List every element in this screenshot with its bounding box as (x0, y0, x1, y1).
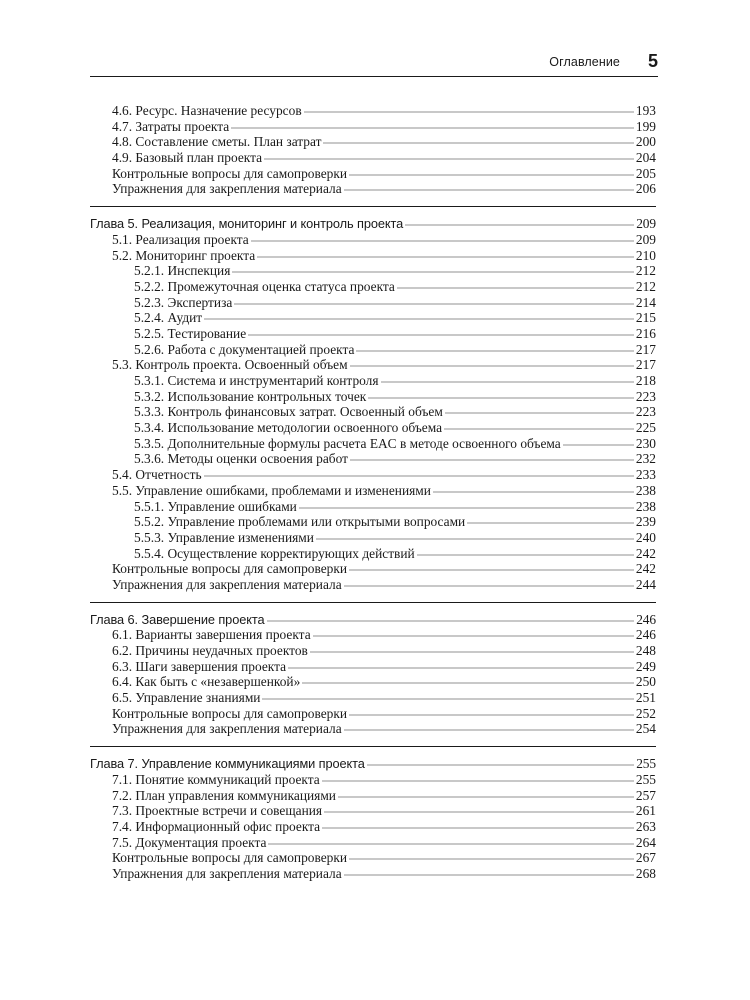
toc-entry-title: 6.5. Управление знаниями (112, 690, 261, 706)
toc-entry-title: 5.3. Контроль проекта. Освоенный объем (112, 357, 348, 373)
toc-entry[interactable] (90, 134, 656, 150)
chapter-separator (90, 746, 656, 747)
dot-leader (563, 444, 634, 448)
toc-entry-title: 7.4. Информационный офис проекта (112, 818, 321, 834)
dot-leader (288, 667, 634, 671)
toc-entry[interactable] (90, 467, 656, 483)
toc-entry-title: 5.2.1. Инспекция (134, 263, 231, 279)
chapter-separator (90, 206, 656, 207)
toc-entry[interactable] (90, 420, 656, 436)
toc-entry-title: 7.5. Документация проекта (112, 834, 267, 850)
toc-entry-page: 205 (635, 165, 656, 181)
toc-entry-page: 255 (636, 756, 656, 772)
dot-leader (367, 764, 634, 768)
toc-entry[interactable] (90, 530, 656, 546)
toc-entry-page: 242 (635, 561, 656, 577)
toc-entry-title: Глава 5. Реализация, мониторинг и контроль проекта (90, 216, 404, 232)
toc-entry-page: 204 (635, 150, 656, 166)
toc-entry[interactable] (90, 150, 656, 166)
toc-entry[interactable] (90, 721, 656, 737)
toc-entry-title: Упражнения для закрепления материала (112, 721, 342, 737)
dot-leader (204, 475, 634, 479)
toc-entry-title: 4.7. Затраты проекта (112, 118, 230, 134)
toc-entry-page: 225 (635, 420, 656, 436)
dot-leader (264, 158, 634, 162)
toc-entry-page: 263 (635, 818, 656, 834)
dot-leader (350, 459, 634, 463)
toc-entry[interactable] (90, 389, 656, 405)
dot-leader (204, 318, 634, 322)
toc-entry-page: 217 (635, 341, 656, 357)
toc-entry-title: 5.3.3. Контроль финансовых затрат. Освоенный объем (134, 404, 443, 420)
toc-entry-page: 209 (635, 231, 656, 247)
toc-entry-title: 5.5.3. Управление изменениями (134, 529, 314, 545)
toc-chapter-entry[interactable] (90, 756, 656, 772)
toc-entry-page: 246 (636, 611, 656, 627)
dot-leader (344, 729, 634, 733)
dot-leader (356, 350, 633, 354)
dot-leader (397, 287, 634, 291)
toc-entry[interactable] (90, 248, 656, 264)
toc-entry[interactable] (90, 674, 656, 690)
toc-entry-page: 257 (635, 787, 656, 803)
toc-entry[interactable] (90, 295, 656, 311)
toc-entry-page: 264 (635, 834, 656, 850)
dot-leader (405, 224, 634, 228)
dot-leader (302, 682, 634, 686)
dot-leader (324, 811, 634, 815)
dot-leader (267, 620, 635, 624)
toc-entry-page: 218 (635, 373, 656, 388)
toc-entry[interactable] (90, 404, 656, 420)
toc-entry-page: 261 (635, 803, 656, 819)
toc-entry-title: 5.2.5. Тестирование (134, 325, 247, 341)
toc-entry[interactable] (90, 850, 656, 866)
toc-entry-title: 6.3. Шаги завершения проекта (112, 658, 287, 674)
toc-entry[interactable] (90, 627, 656, 643)
toc-entry-page: 248 (635, 643, 656, 658)
toc-entry-page: 244 (635, 576, 656, 592)
toc-entry-title: 5.4. Отчетность (112, 467, 202, 483)
table-of-contents (90, 103, 656, 882)
dot-leader (322, 827, 634, 831)
toc-entry[interactable] (90, 103, 656, 119)
toc-entry-title: Упражнения для закрепления материала (112, 181, 342, 197)
toc-entry-title: 5.2. Мониторинг проекта (112, 247, 256, 263)
toc-entry-page: 240 (635, 529, 656, 545)
toc-entry-page: 209 (636, 216, 656, 232)
toc-entry-page: 217 (635, 357, 656, 373)
toc-entry-title: Контрольные вопросы для самопроверки (112, 165, 348, 181)
toc-entry-page: 233 (635, 467, 656, 483)
dot-leader (344, 585, 634, 589)
dot-leader (310, 651, 634, 655)
toc-entry-title: 5.1. Реализация проекта (112, 231, 249, 247)
toc-entry-page: 252 (635, 705, 656, 721)
toc-entry[interactable] (90, 788, 656, 804)
toc-entry[interactable] (90, 835, 656, 851)
toc-entry-title: 5.3.6. Методы оценки освоения работ (134, 451, 348, 467)
toc-entry[interactable] (90, 561, 656, 577)
toc-entry[interactable] (90, 119, 656, 135)
toc-entry-title: 6.2. Причины неудачных проектов (112, 643, 308, 658)
toc-entry-page: 251 (635, 690, 656, 706)
toc-entry-title: 5.3.4. Использование методологии освоенного объема (134, 420, 443, 436)
toc-entry-page: 238 (635, 482, 656, 498)
toc-entry[interactable] (90, 483, 656, 499)
toc-entry[interactable] (90, 643, 656, 659)
toc-entry[interactable] (90, 803, 656, 819)
toc-entry-title: Упражнения для закрепления материала (112, 865, 342, 881)
toc-entry-page: 223 (635, 388, 656, 404)
dot-leader (322, 780, 634, 784)
toc-entry-title: 7.1. Понятие коммуникаций проекта (112, 771, 320, 787)
dot-leader (349, 714, 634, 718)
toc-entry-title: Упражнения для закрепления материала (112, 576, 342, 592)
toc-entry-title: Глава 7. Управление коммуникациями проекта (90, 756, 365, 772)
toc-entry-page: 199 (635, 118, 656, 134)
toc-entry[interactable] (90, 357, 656, 373)
toc-entry[interactable] (90, 279, 656, 295)
toc-entry-title: 5.2.3. Экспертиза (134, 294, 233, 310)
dot-leader (304, 111, 634, 115)
dot-leader (417, 554, 634, 558)
dot-leader (234, 303, 634, 307)
toc-entry-page: 215 (635, 310, 656, 326)
dot-leader (313, 635, 634, 639)
toc-entry[interactable] (90, 263, 656, 279)
toc-entry-title: 5.3.5. Дополнительные формулы расчета EAC в методе освоенного объема (134, 435, 561, 451)
toc-entry-title: 7.3. Проектные встречи и совещания (112, 803, 323, 819)
toc-entry-title: 5.5.1. Управление ошибками (134, 498, 297, 514)
toc-entry[interactable] (90, 451, 656, 467)
dot-leader (338, 796, 634, 800)
toc-entry-title: 5.5.4. Осуществление корректирующих действий (134, 545, 415, 561)
toc-entry-title: 4.6. Ресурс. Назначение ресурсов (112, 103, 302, 118)
running-header (90, 50, 658, 77)
toc-entry-page: 223 (635, 404, 656, 420)
toc-entry[interactable] (90, 819, 656, 835)
dot-leader (232, 271, 634, 275)
toc-entry-title: 4.9. Базовый план проекта (112, 150, 263, 166)
toc-entry[interactable] (90, 232, 656, 248)
toc-chapter-entry[interactable] (90, 612, 656, 628)
toc-entry-title: Контрольные вопросы для самопроверки (112, 850, 348, 866)
toc-entry-page: 230 (635, 435, 656, 451)
toc-entry[interactable] (90, 310, 656, 326)
dot-leader (444, 428, 634, 432)
toc-entry-title: 5.2.4. Аудит (134, 310, 203, 326)
toc-entry-title: Контрольные вопросы для самопроверки (112, 705, 348, 721)
toc-entry-title: 5.3.2. Использование контрольных точек (134, 388, 367, 404)
dot-leader (251, 240, 634, 244)
page-number: 5 (647, 51, 658, 71)
toc-entry[interactable] (90, 166, 656, 182)
toc-entry[interactable] (90, 866, 656, 882)
dot-leader (344, 874, 634, 878)
toc-entry-page: 212 (635, 263, 656, 279)
toc-entry-page: 242 (635, 545, 656, 561)
dot-leader (323, 142, 633, 146)
toc-entry[interactable] (90, 373, 656, 389)
toc-entry-title: 5.5. Управление ошибками, проблемами и изменениями (112, 482, 431, 498)
toc-chapter-entry[interactable] (90, 216, 656, 232)
toc-entry-page: 206 (635, 181, 656, 197)
toc-entry[interactable] (90, 577, 656, 593)
dot-leader (445, 412, 634, 416)
toc-entry-page: 210 (635, 247, 656, 263)
dot-leader (299, 507, 634, 511)
toc-entry-title: 6.1. Варианты завершения проекта (112, 627, 311, 643)
toc-entry[interactable] (90, 514, 656, 530)
dot-leader (350, 365, 634, 369)
dot-leader (248, 334, 634, 338)
running-header-title: Оглавление (549, 55, 620, 69)
toc-entry-page: 193 (635, 103, 656, 118)
toc-entry-title: 4.8. Составление сметы. План затрат (112, 134, 322, 150)
toc-entry[interactable] (90, 436, 656, 452)
toc-entry[interactable] (90, 181, 656, 197)
toc-entry-page: 239 (635, 514, 656, 530)
dot-leader (381, 381, 634, 385)
toc-entry-title: Глава 6. Завершение проекта (90, 611, 265, 627)
dot-leader (262, 698, 633, 702)
toc-entry[interactable] (90, 772, 656, 788)
toc-entry[interactable] (90, 499, 656, 515)
toc-entry-page: 216 (635, 325, 656, 341)
toc-entry-page: 212 (635, 278, 656, 294)
toc-entry-page: 255 (635, 771, 656, 787)
toc-entry[interactable] (90, 659, 656, 675)
dot-leader (467, 522, 634, 526)
toc-entry-title: Контрольные вопросы для самопроверки (112, 561, 348, 577)
toc-entry-title: 7.2. План управления коммуникациями (112, 787, 336, 803)
dot-leader (344, 189, 634, 193)
toc-entry[interactable] (90, 706, 656, 722)
toc-entry-page: 267 (635, 850, 656, 866)
toc-entry-title: 5.3.1. Система и инструментарий контроля (134, 373, 379, 388)
dot-leader (433, 491, 634, 495)
toc-entry-page: 268 (635, 865, 656, 881)
dot-leader (349, 569, 634, 573)
toc-entry-page: 232 (635, 451, 656, 467)
dot-leader (349, 174, 634, 178)
chapter-separator (90, 602, 656, 603)
toc-entry-page: 254 (635, 721, 656, 737)
dot-leader (231, 127, 634, 131)
dot-leader (316, 538, 634, 542)
toc-entry-title: 5.2.6. Работа с документацией проекта (134, 341, 355, 357)
toc-entry-page: 249 (635, 658, 656, 674)
toc-entry[interactable] (90, 546, 656, 562)
toc-entry-title: 5.2.2. Промежуточная оценка статуса проекта (134, 278, 395, 294)
toc-entry[interactable] (90, 690, 656, 706)
toc-entry-page: 238 (635, 498, 656, 514)
toc-entry-title: 5.5.2. Управление проблемами или открытыми вопросами (134, 514, 466, 530)
toc-entry-page: 250 (635, 674, 656, 690)
toc-entry[interactable] (90, 326, 656, 342)
toc-entry-page: 246 (635, 627, 656, 643)
dot-leader (268, 843, 633, 847)
toc-entry-page: 214 (635, 294, 656, 310)
dot-leader (257, 256, 634, 260)
dot-leader (349, 858, 634, 862)
toc-entry[interactable] (90, 342, 656, 358)
toc-entry-page: 200 (635, 134, 656, 150)
toc-entry-title: 6.4. Как быть с «незавершенкой» (112, 674, 301, 690)
dot-leader (368, 397, 634, 401)
